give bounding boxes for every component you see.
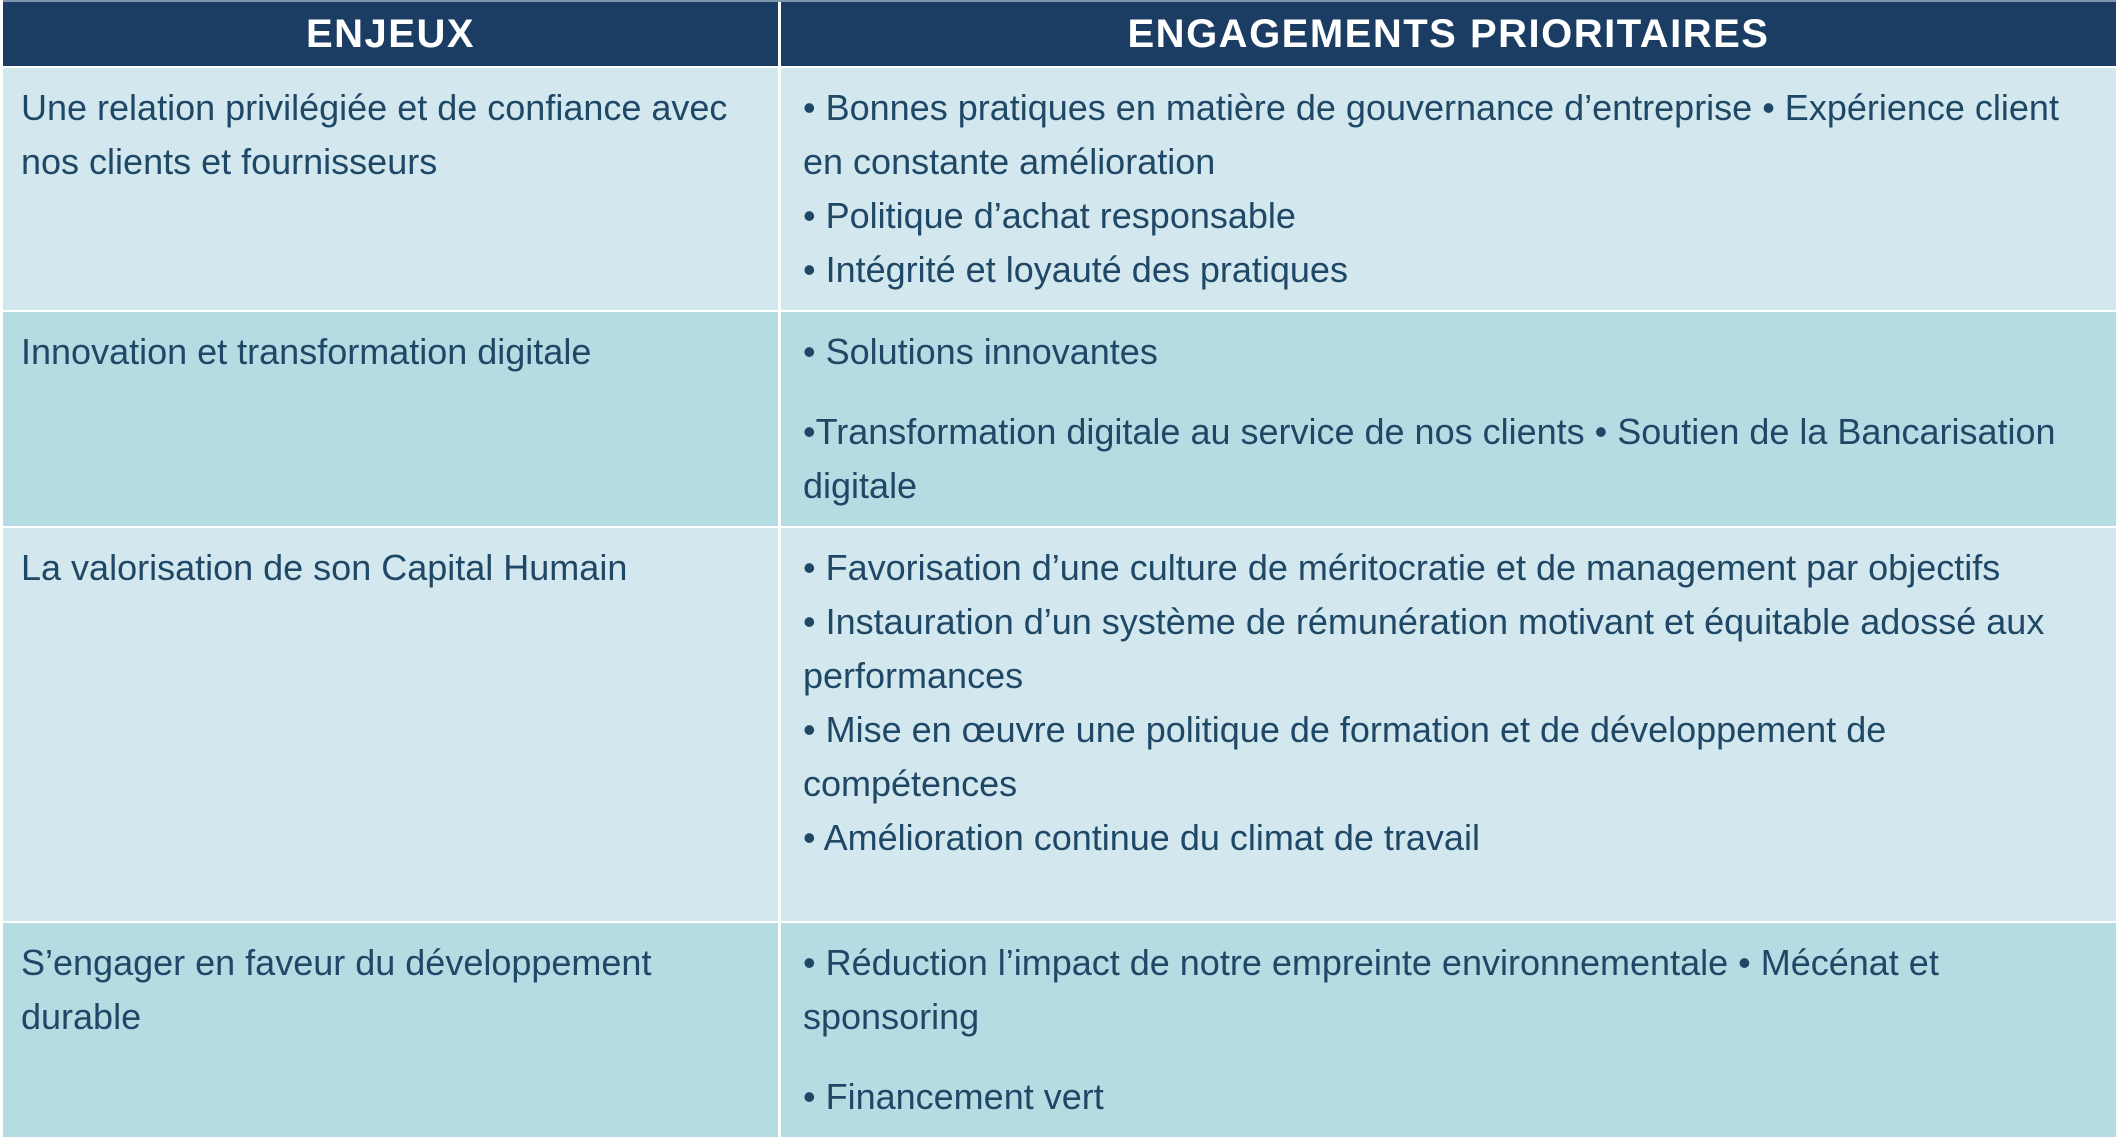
enjeu-text: Une relation privilégiée et de confiance avec nos clients et fournisseurs bbox=[21, 87, 728, 182]
bullet-item: • Solutions innovantes bbox=[803, 331, 1158, 372]
table-row bbox=[3, 312, 2116, 526]
bullet-item: • Réduction l’impact de notre empreinte environnementale • Mécénat et sponsoring bbox=[803, 942, 1939, 1037]
bullet-item: • Instauration d’un système de rémunération motivant et équitable adossé aux performances bbox=[803, 601, 2045, 696]
col-header-engagements-prioritaires: ENGAGEMENTS PRIORITAIRES bbox=[781, 2, 2116, 66]
enjeu-cell bbox=[3, 68, 778, 310]
table-header-row bbox=[3, 2, 2116, 66]
enjeu-text: La valorisation de son Capital Humain bbox=[21, 547, 628, 588]
bullet-item: • Favorisation d’une culture de méritocratie et de management par objectifs bbox=[803, 547, 2001, 588]
esg-commitments-table bbox=[3, 0, 2116, 1137]
engagements-cell bbox=[781, 312, 2116, 526]
enjeu-cell bbox=[3, 312, 778, 526]
enjeu-text: S’engager en faveur du développement durable bbox=[21, 942, 652, 1037]
table-row bbox=[3, 68, 2116, 310]
bullet-item: • Financement vert bbox=[803, 1076, 1104, 1117]
enjeu-cell bbox=[3, 528, 778, 921]
bullet-item: •Transformation digitale au service de nos clients • Soutien de la Bancarisation digitale bbox=[803, 411, 2056, 506]
col-header-enjeux: ENJEUX bbox=[3, 2, 778, 66]
enjeu-text: Innovation et transformation digitale bbox=[21, 331, 592, 372]
bullet-item: • Politique d’achat responsable bbox=[803, 195, 1296, 236]
bullet-item: • Intégrité et loyauté des pratiques bbox=[803, 249, 1348, 290]
table-row bbox=[3, 528, 2116, 921]
table-body bbox=[3, 68, 2116, 1137]
bullet-item: • Amélioration continue du climat de travail bbox=[803, 817, 1480, 858]
engagements-cell bbox=[781, 528, 2116, 921]
engagements-cell bbox=[781, 68, 2116, 310]
bullet-item: • Mise en œuvre une politique de formation et de développement de compétences bbox=[803, 709, 1887, 804]
bullet-item: • Bonnes pratiques en matière de gouvernance d’entreprise • Expérience client en constante amélioration bbox=[803, 87, 2059, 182]
